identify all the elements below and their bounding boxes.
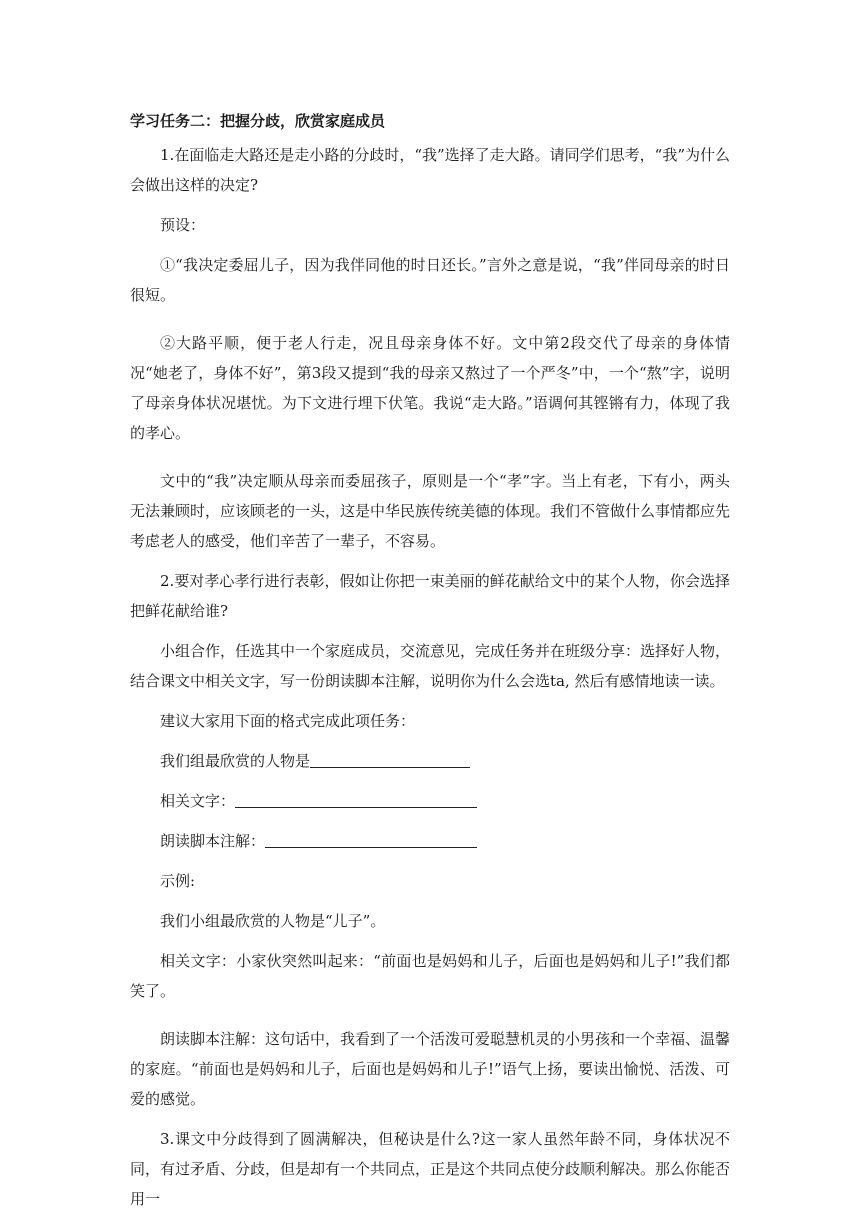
blank-line bbox=[265, 829, 477, 848]
group-task-paragraph: 小组合作，任选其中一个家庭成员，交流意见，完成任务并在班级分享：选择好人物，结合课文中相关文字，写一份朗读脚本注解，说明你为什么会选ta, 然后有感情地读一读。 bbox=[130, 642, 731, 690]
document-body bbox=[130, 108, 730, 1214]
example-note: 朗读脚本注解：这句话中，我看到了一个活泼可爱聪慧机灵的小男孩和一个幸福、温馨的家庭。“前面也是妈妈和儿子，后面也是妈妈和儿子!”语气上扬，要读出愉悦、活泼、可爱的感觉。 bbox=[130, 1030, 731, 1108]
form-row-character bbox=[130, 746, 730, 776]
form-label-note: 朗读脚本注解： bbox=[160, 832, 266, 850]
example-text: 相关文字：小家伙突然叫起来：“前面也是妈妈和儿子，后面也是妈妈和儿子!”我们都笑了。 bbox=[130, 952, 730, 1000]
form-label-character: 我们组最欣赏的人物是 bbox=[160, 752, 311, 770]
format-suggestion: 建议大家用下面的格式完成此项任务： bbox=[160, 712, 416, 730]
question-2: 2.要对孝心孝行进行表彰，假如让你把一束美丽的鲜花献给文中的某个人物，你会选择把鲜花献给谁? bbox=[130, 572, 730, 620]
section-heading: 学习任务二：把握分歧，欣赏家庭成员 bbox=[130, 112, 386, 130]
question-3: 3.课文中分歧得到了圆满解决，但秘诀是什么?这一家人虽然年龄不同，身体状况不同，有过矛盾、分歧，但是却有一个共同点，正是这个共同点使分歧顺利解决。那么你能否用一 bbox=[130, 1130, 731, 1208]
example-label: 示例: bbox=[160, 872, 196, 890]
summary-paragraph: 文中的“我”决定顺从母亲而委屈孩子，原则是一个“孝”字。当上有老，下有小，两头无法兼顾时，应该顾老的一头，这是中华民族传统美德的体现。我们不管做什么事情都应先考虑老人的感受，他们辛苦了一辈子，不容易。 bbox=[130, 472, 731, 550]
blank-line bbox=[235, 789, 477, 808]
example-character: 我们小组最欣赏的人物是“儿子”。 bbox=[160, 912, 386, 930]
form-label-text: 相关文字： bbox=[160, 792, 236, 810]
blank-line bbox=[310, 749, 470, 768]
preset-answer-2: ②大路平顺，便于老人行走，况且母亲身体不好。文中第2段交代了母亲的身体情况“她老了，身体不好”，第3段又提到“我的母亲又熬过了一个严冬”中，一个“熬”字，说明了母亲身体状况堪忧。为下文进行埋下伏笔。我说“走大路。”语调何其铿锵有力，体现了我的孝心。 bbox=[130, 334, 730, 442]
form-row-text bbox=[130, 786, 730, 816]
question-1: 1.在面临走大路还是走小路的分歧时，“我”选择了走大路。请同学们思考，“我”为什么会做出这样的决定? bbox=[130, 146, 730, 194]
preset-answer-1: ①“我决定委屈儿子，因为我伴同他的时日还长。”言外之意是说，“我”伴同母亲的时日很短。 bbox=[130, 256, 730, 304]
preset-label: 预设： bbox=[160, 216, 206, 234]
form-row-note bbox=[130, 826, 730, 856]
